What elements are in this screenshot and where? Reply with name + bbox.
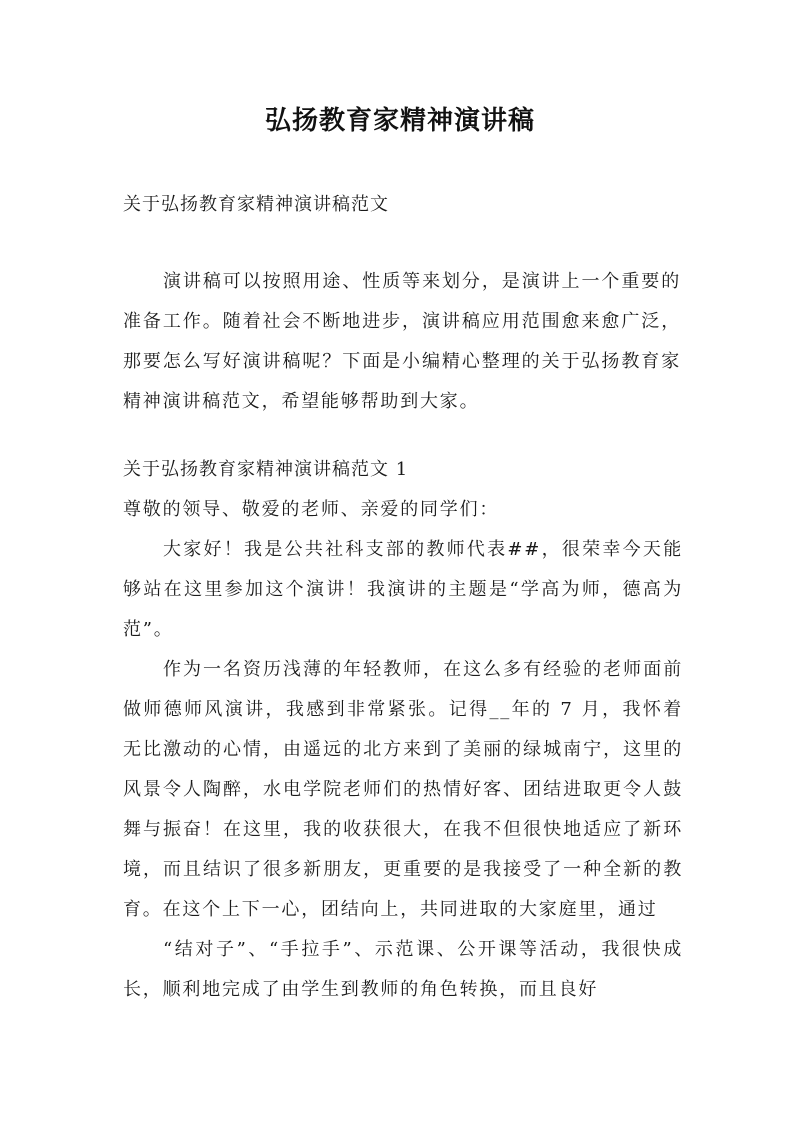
- body-paragraph: “结对子”、“手拉手”、示范课、公开课等活动，我很快成长，顺利地完成了由学生到教师的角色转换，而且良好: [123, 939, 683, 1000]
- body-paragraph: 作为一名资历浅薄的年轻教师，在这么多有经验的老师面前做师德师风演讲，我感到非常紧张。记得__年的 7 月，我怀着无比激动的心情，由遥远的北方来到了美丽的绿城南宁，这里的风景令人陶醉，水电学院老师们的热情好客、团结进取更令人鼓舞与振奋！在这里，我的收获很大，在我不但很快地适应了新环境，而且结识了很多新朋友，更重要的是我接受了一种全新的教育。在这个上下一心，团结向上，共同进取的大家庭里，通过: [123, 659, 683, 920]
- document-title: 弘扬教育家精神演讲稿: [264, 106, 535, 136]
- salutation: 尊敬的领导、敬爱的老师、亲爱的同学们：: [123, 499, 500, 520]
- intro-paragraph: 演讲稿可以按照用途、性质等来划分，是演讲上一个重要的准备工作。随着社会不断地进步，演讲稿应用范围愈来愈广泛，那要怎么写好演讲稿呢？下面是小编精心整理的关于弘扬教育家精神演讲稿范文，希望能够帮助到大家。: [123, 271, 681, 412]
- document-subtitle: 关于弘扬教育家精神演讲稿范文: [123, 194, 389, 215]
- body-paragraph: 大家好！我是公共社科支部的教师代表##，很荣幸今天能够站在这里参加这个演讲！我演讲的主题是“学高为师，德高为范”。: [123, 539, 683, 640]
- section-body: [123, 490, 683, 1010]
- section-heading: 关于弘扬教育家精神演讲稿范文 1: [123, 459, 409, 480]
